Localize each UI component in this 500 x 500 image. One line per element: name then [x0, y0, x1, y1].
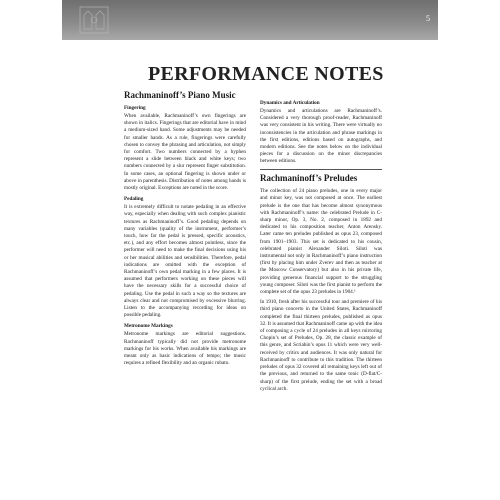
preludes-paragraph-2: In 1910, fresh after his successful tour and premiere of his third piano concerto in the United States, Rachmaninoff completed the final thirteen preludes, published as opus 32. It is assumed that Rachmaninoff came up with the idea of composing a cycle of 24 preludes in all keys mirroring Chopin’s set of Preludes, Op. 28, the classic example of this genre, and Scriabin’s opus 11 which were very well-received by critics and audiences. It was only natural for Rachmaninoff to contribute to this tradition. The thirteen preludes of opus 32 covered all remaining keys left out of the previous, and returned to the same tonic (D-flat/C-sharp) of the first prelude, ending the set with a broad cyclical arch. [260, 299, 382, 392]
section-divider [260, 169, 382, 170]
fingering-heading: Fingering [124, 105, 146, 111]
pedaling-heading: Pedaling [124, 196, 144, 203]
crest-watermark-icon [66, 3, 122, 37]
article-title: Rachmaninoff’s Piano Music [124, 90, 236, 100]
header-band [62, 0, 438, 40]
fingering-paragraph: When available, Rachmaninoff’s own fingerings are shown in italics. Fingerings that are editorial have in mind a medium-sized hand. Some adjustments may be needed for smaller hands. As a rule, fingerings were carefully chosen to convey the phrasing and articulation, not simply for comfort. Two numbers connected by a hyphen represent a slide between black and white keys; two numbers connected by a slur represent finger substitution. In some cases, an optional fingering is shown under or above in parenthesis. Distribution of notes among hands is mostly original. Exceptions are noted in the score. [124, 113, 246, 192]
page-number: 5 [426, 14, 430, 23]
page-title: PERFORMANCE NOTES [148, 63, 384, 86]
metronome-paragraph: Metronome markings are editorial suggestions. Rachmaninoff typically did not provide metronome markings for his works. When available his markings are meant only as basic indications of tempo; the music requires a refined flexibility and an organic rubato. [124, 331, 246, 367]
right-column [260, 90, 382, 396]
dynamics-paragraph: Dynamics and articulations are Rachmaninoff’s. Considered a very thorough proof-reader, Rachmaninoff was very consistent in his writing. There were virtually no inconsistencies in the articulation and phrase markings in the first editions, editions based on autographs, and modern editions. See the notes below on the individual pieces for a discussion on the minor discrepancies between editions. [260, 108, 382, 165]
dynamics-heading: Dynamics and Articulation [260, 100, 320, 106]
preludes-paragraph-1: The collection of 24 piano preludes, one in every major and minor key, was not composed at once. The earliest prelude is the one that has become almost synonymous with Rachmaninoff’s name: the celebrated Prelude in C-sharp minor, Op. 3, No. 2, composed in 1892 and dedicated to his composition teacher, Anton Arensky. Later came ten preludes published as opus 23, composed from 1901–1903. This set is dedicated to his cousin, celebrated pianist Alexander Siloti. Siloti was instrumental not only in Rachmaninoff’s piano instruction (first by placing him under Zverev and then as teacher at the Moscow Conservatory) but also in his private life, providing generous financial support to the struggling young composer. Siloti was the first pianist to perform the complete set of the opus 23 preludes in 1904.¹ [260, 188, 382, 296]
preludes-title: Rachmaninoff’s Preludes [260, 173, 358, 184]
left-column [124, 90, 246, 371]
pedaling-paragraph: It is extremely difficult to notate pedaling in an effective way, especially when dealing with such complex pianistic textures as Rachmaninoff’s. Good pedaling depends on many variables (quality of the instrument, performer’s touch, how far the pedal is pressed, specific acoustics, etc.), and any effort becomes almost pointless, since the performer will need to make the final decisions using his or her musical abilities and sensibilities. Therefore, pedal indications are omitted with the exception of Rachmaninoff’s own pedal marking in a few places. It is assumed that performers working on these pieces will have the necessary skills for a successful choice of pedaling. Use the pedal in such a way so the textures are always clear and not compromised by excessive blurring. Listen to the accompanying recording for ideas on possible pedaling. [124, 204, 246, 319]
metronome-heading: Metronome Markings [124, 323, 173, 330]
